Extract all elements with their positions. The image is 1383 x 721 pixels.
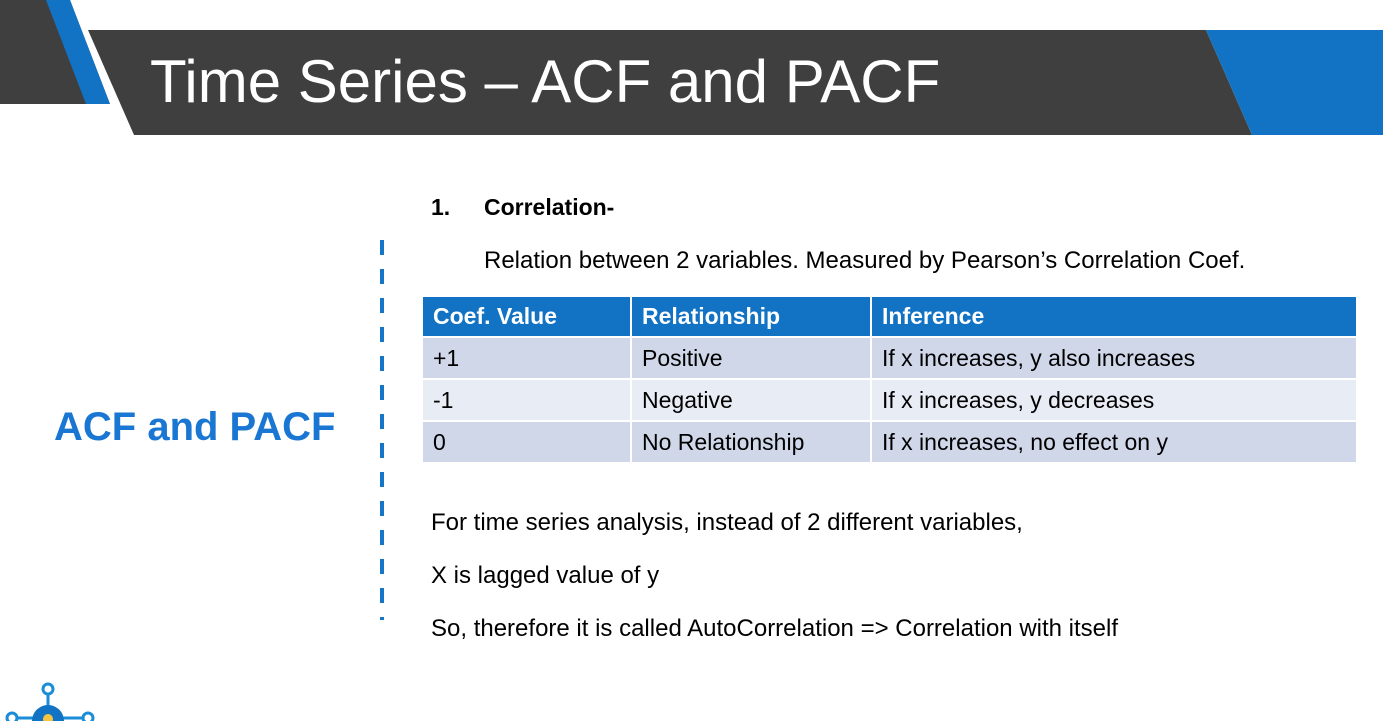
table-row xyxy=(422,337,1357,379)
table-header-row xyxy=(422,296,1357,337)
section-number: 1. xyxy=(431,194,451,220)
lightbulb-network-icon xyxy=(0,680,100,721)
side-heading: ACF and PACF xyxy=(54,405,336,449)
table-cell: +1 xyxy=(422,337,631,379)
table-cell: If x increases, no effect on y xyxy=(871,421,1357,463)
table-cell: Negative xyxy=(631,379,871,421)
table-row xyxy=(422,379,1357,421)
table-cell: -1 xyxy=(422,379,631,421)
column-header-coef-value: Coef. Value xyxy=(422,296,631,337)
section-description: Relation between 2 variables. Measured by Pearson’s Correlation Coef. xyxy=(484,247,1246,274)
table-cell: 0 xyxy=(422,421,631,463)
note-line: So, therefore it is called AutoCorrelation => Correlation with itself xyxy=(431,615,1119,642)
table-cell: If x increases, y decreases xyxy=(871,379,1357,421)
column-header-relationship: Relationship xyxy=(631,296,871,337)
section-title: Correlation- xyxy=(484,194,615,220)
table-cell: No Relationship xyxy=(631,421,871,463)
dashed-divider xyxy=(380,240,384,620)
note-line: For time series analysis, instead of 2 different variables, xyxy=(431,509,1023,536)
note-line: X is lagged value of y xyxy=(431,562,660,589)
table-cell: If x increases, y also increases xyxy=(871,337,1357,379)
table-cell: Positive xyxy=(631,337,871,379)
column-header-inference: Inference xyxy=(871,296,1357,337)
slide-title: Time Series – ACF and PACF xyxy=(150,48,941,115)
table-row xyxy=(422,421,1357,463)
correlation-table xyxy=(421,295,1358,464)
